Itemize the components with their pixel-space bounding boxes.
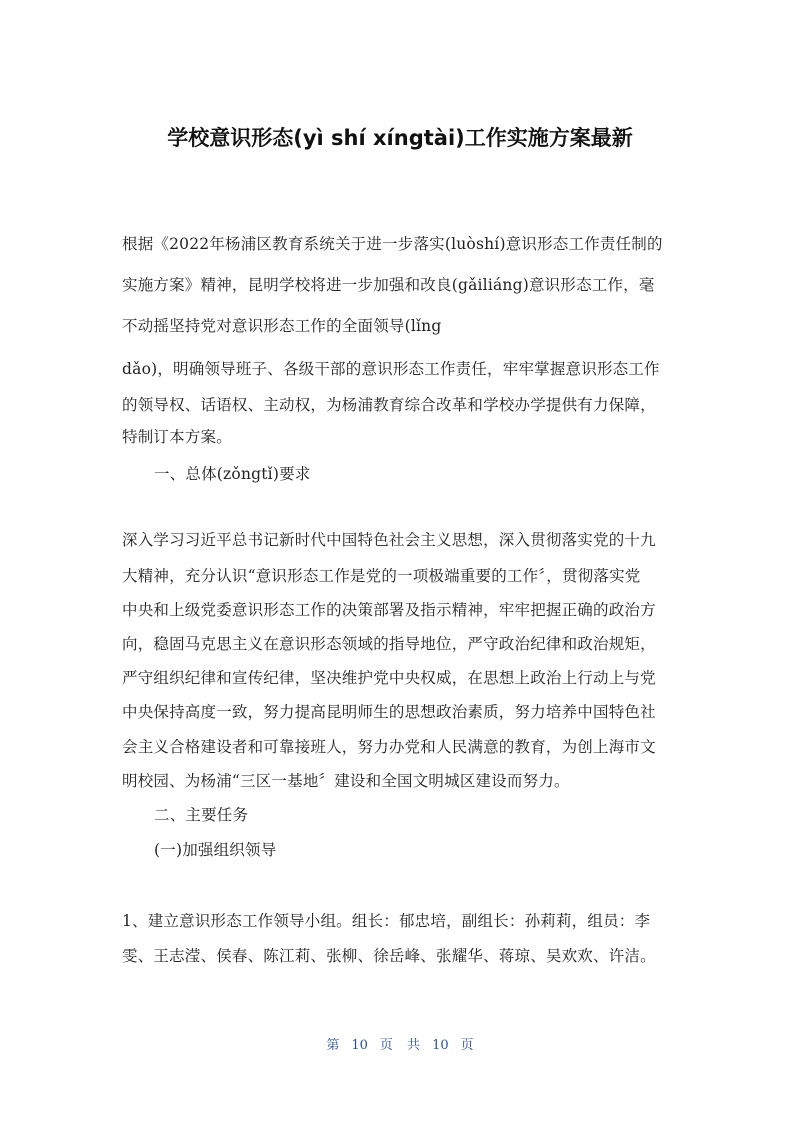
document-title: 学校意识形态(yì shí xíngtài)工作实施方案最新 [167,126,633,150]
footer-prefix: 第 [326,1038,340,1053]
paragraph-line: 严守组织纪律和宣传纪律，坚决维护党中央权威，在思想上政治上行动上与党 [122,669,656,687]
paragraph-line: 不动摇坚持党对意识形态工作的全面领导(lǐng [122,317,442,335]
footer-middle: 页 共 [379,1038,421,1053]
paragraph-line: 向，稳固马克思主义在意识形态领域的指导地位，严守政治纪律和政治规矩， [122,635,656,653]
section-heading: 二、主要任务 [154,806,249,824]
paragraph-line: 明校园、为杨浦“三区一基地〞建设和全国文明城区建设而努力。 [122,772,570,790]
paragraph-line: 中央保持高度一致，努力提高昆明师生的思想政治素质，努力培养中国特色社 [122,703,656,721]
section-heading: 一、总体(zǒngtǐ)要求 [154,465,311,483]
paragraph-line: 根据《2022年杨浦区教育系统关于进一步落实(luòshí)意识形态工作责任制的 [122,235,663,253]
paragraph-line: 实施方案》精神，昆明学校将进一步加强和改良(gǎiliáng)意识形态工作，毫 [122,276,655,294]
paragraph-line: 大精神，充分认识“意识形态工作是党的一项极端重要的工作〞，贯彻落实党 [122,567,641,585]
paragraph-line: 中央和上级党委意识形态工作的决策部署及指示精神，牢牢把握正确的政治方 [122,601,656,619]
paragraph-line: 深入学习习近平总书记新时代中国特色社会主义思想，深入贯彻落实党的十九 [122,531,656,549]
footer-suffix: 页 [460,1038,474,1053]
page-footer [0,1034,800,1053]
subsection-heading: (一)加强组织领导 [154,841,277,859]
paragraph-line: 特制订本方案。 [122,428,232,446]
paragraph-line: dǎo)，明确领导班子、各级干部的意识形态工作责任，牢牢掌握意识形态工作 [122,360,660,378]
paragraph-line: 会主义合格建设者和可靠接班人，努力办党和人民满意的教育，为创上海市文 [122,738,656,756]
paragraph-line: 的领导权、话语权、主动权，为杨浦教育综合改革和学校办学提供有力保障， [122,396,656,414]
current-page-number: 10 [351,1038,368,1053]
paragraph-line: 雯、王志滢、侯春、陈江莉、张柳、徐岳峰、张耀华、蒋琼、吴欢欢、许洁。 [122,947,656,965]
paragraph-line: 1、建立意识形态工作领导小组。组长：郁忠培，副组长：孙莉莉，组员：李 [122,912,651,930]
total-pages-number: 10 [432,1038,449,1053]
